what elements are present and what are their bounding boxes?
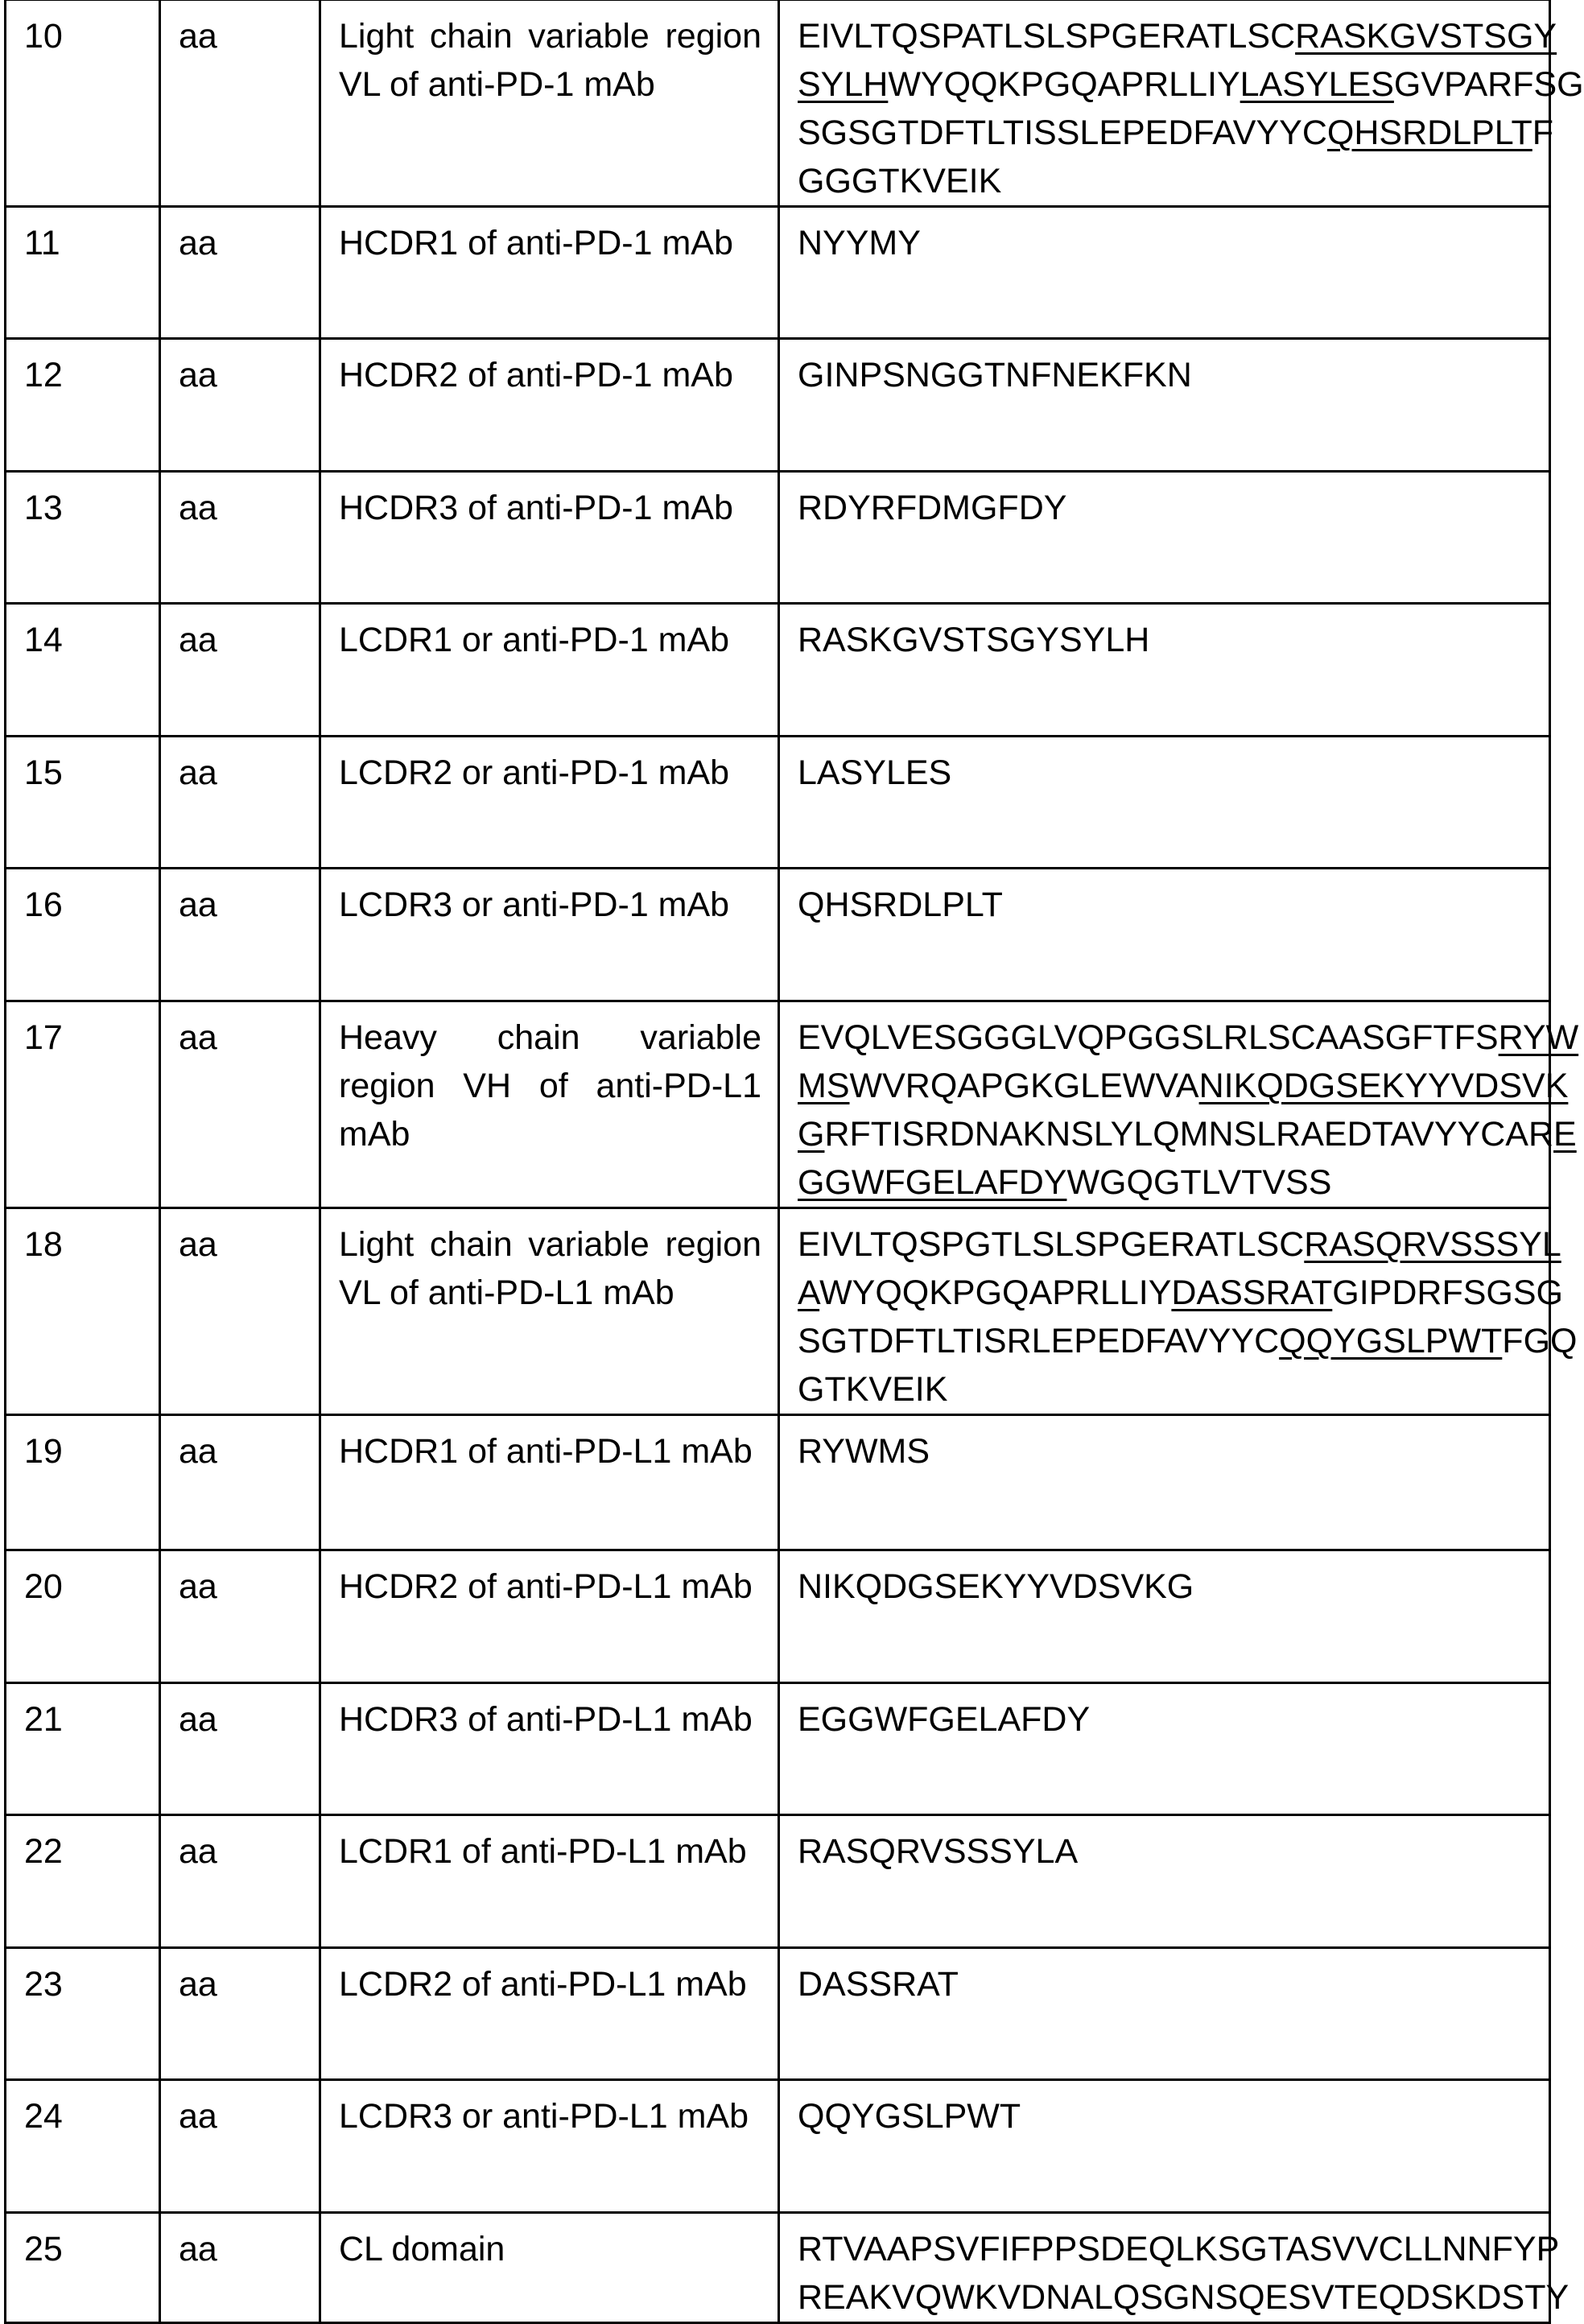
sequence-line (798, 1562, 1532, 1611)
sequence-line (798, 1695, 1532, 1744)
sequence-segment: NYYMY (798, 224, 921, 262)
description-cell: HCDR1 of anti-PD-L1 mAb (320, 1415, 779, 1550)
sequence-line (798, 219, 1532, 267)
description-cell: LCDR1 of anti-PD-L1 mAb (320, 1815, 779, 1948)
description-cell: HCDR3 of anti-PD-1 mAb (320, 472, 779, 604)
sequence-line (798, 2225, 1532, 2273)
sequence-cell (779, 2213, 1550, 2323)
description-cell: Light chain variable region VL of anti-PD-1 mAb (320, 0, 779, 207)
table-row (6, 339, 1550, 472)
sequence-segment: WYQQKPGQAPRLLIY (819, 1273, 1171, 1312)
sequence-cell (779, 1550, 1550, 1683)
description-cell: LCDR2 or anti-PD-1 mAb (320, 737, 779, 869)
sequence-segment: RDYRFDMGFDY (798, 489, 1066, 527)
sequence-cell (779, 339, 1550, 472)
description-cell: HCDR1 of anti-PD-1 mAb (320, 207, 779, 339)
sequence-line (798, 60, 1532, 109)
sequence-line (798, 1110, 1532, 1158)
sequence-segment: WYQQKPGQAPRLLIY (888, 65, 1240, 104)
cdr-underlined-segment: MS (798, 1067, 850, 1105)
table-row (6, 472, 1550, 604)
cdr-underlined-segment: RYW (1499, 1018, 1579, 1057)
sequence-cell (779, 1948, 1550, 2080)
seq-type-cell: aa (160, 1683, 320, 1815)
sequence-line (798, 484, 1532, 532)
seq-type-cell: aa (160, 1415, 320, 1550)
seq-id-cell: 18 (6, 1208, 160, 1415)
seq-type-cell: aa (160, 1550, 320, 1683)
sequence-segment: LASYLES (798, 753, 951, 792)
sequence-segment: QQYGSLPWT (798, 2097, 1021, 2136)
sequence-cell (779, 1001, 1550, 1208)
description-cell: HCDR2 of anti-PD-1 mAb (320, 339, 779, 472)
cdr-underlined-segment: DASSRAT (1171, 1273, 1332, 1312)
seq-id-cell: 21 (6, 1683, 160, 1815)
sequence-segment: SGTDFTLTISRLEPEDFAVYYC (798, 1322, 1279, 1360)
table-row (6, 1683, 1550, 1815)
sequence-line (798, 1220, 1532, 1269)
sequence-cell (779, 737, 1550, 869)
sequence-segment: RASQRVSSSYLA (798, 1832, 1078, 1871)
seq-id-cell: 17 (6, 1001, 160, 1208)
sequence-cell (779, 1683, 1550, 1815)
seq-type-cell: aa (160, 1815, 320, 1948)
sequence-segment: GIPDRFSGSG (1332, 1273, 1563, 1312)
table-row (6, 0, 1550, 207)
sequence-cell (779, 472, 1550, 604)
sequence-segment: F (1532, 114, 1553, 152)
seq-type-cell: aa (160, 1001, 320, 1208)
sequence-segment: FGQ (1502, 1322, 1577, 1360)
sequence-line (798, 351, 1532, 399)
sequence-segment: RYWMS (798, 1432, 930, 1471)
cdr-underlined-segment: RASKGVSTSGY (1295, 17, 1557, 56)
sequence-segment: NIKQDGSEKYYVDSVKG (798, 1567, 1194, 1606)
seq-id-cell: 14 (6, 604, 160, 737)
table-row (6, 1208, 1550, 1415)
table-row (6, 604, 1550, 737)
sequence-line (798, 1427, 1532, 1476)
table-row (6, 1550, 1550, 1683)
cdr-underlined-segment: E (1553, 1115, 1577, 1154)
seq-type-cell: aa (160, 2080, 320, 2213)
description-cell: HCDR2 of anti-PD-L1 mAb (320, 1550, 779, 1683)
sequence-line (798, 157, 1532, 205)
sequence-line (798, 1827, 1532, 1876)
seq-id-cell: 19 (6, 1415, 160, 1550)
seq-id-cell: 11 (6, 207, 160, 339)
sequence-cell (779, 1415, 1550, 1550)
seq-type-cell: aa (160, 1948, 320, 2080)
seq-id-cell: 10 (6, 0, 160, 207)
sequence-line (798, 881, 1532, 929)
sequence-line (798, 1269, 1532, 1317)
sequence-line (798, 109, 1532, 157)
seq-type-cell: aa (160, 2213, 320, 2323)
sequence-line (798, 1317, 1532, 1365)
cdr-underlined-segment: A (798, 1273, 819, 1312)
seq-type-cell: aa (160, 339, 320, 472)
seq-type-cell: aa (160, 207, 320, 339)
table-row (6, 2213, 1550, 2323)
sequence-line (798, 12, 1532, 60)
description-cell: LCDR1 or anti-PD-1 mAb (320, 604, 779, 737)
seq-id-cell: 12 (6, 339, 160, 472)
cdr-underlined-segment: LASYLES (1240, 65, 1394, 104)
sequence-segment: EIVLTQSPATLSLSPGERATLSC (798, 17, 1295, 56)
seq-id-cell: 23 (6, 1948, 160, 2080)
seq-type-cell: aa (160, 604, 320, 737)
sequence-segment: WVRQAPGKGLEWVA (850, 1067, 1199, 1105)
sequence-cell (779, 869, 1550, 1001)
sequence-cell (779, 0, 1550, 207)
sequence-line (798, 1158, 1532, 1207)
table-row (6, 1815, 1550, 1948)
sequence-line (798, 749, 1532, 797)
sequence-segment: DASSRAT (798, 1965, 959, 2004)
table-row (6, 737, 1550, 869)
sequence-segment: QHSRDLPLT (798, 885, 1003, 924)
sequence-segment: RTVAAPSVFIFPPSDEQLKSGTASVVCLLNNFYP (798, 2230, 1559, 2268)
cdr-underlined-segment: QHSRDLPLT (1327, 114, 1532, 152)
sequence-segment: RASKGVSTSGYSYLH (798, 621, 1149, 659)
sequence-line (798, 1013, 1532, 1062)
seq-id-cell: 25 (6, 2213, 160, 2323)
sequence-cell (779, 1815, 1550, 1948)
seq-type-cell: aa (160, 869, 320, 1001)
sequence-cell (779, 2080, 1550, 2213)
sequence-cell (779, 604, 1550, 737)
description-cell: LCDR3 or anti-PD-L1 mAb (320, 2080, 779, 2213)
sequence-segment: WGQGTLVTVSS (1066, 1163, 1331, 1202)
sequence-table (4, 0, 1551, 2324)
sequence-cell (779, 1208, 1550, 1415)
sequence-cell (779, 207, 1550, 339)
sequence-line (798, 1062, 1532, 1110)
seq-id-cell: 16 (6, 869, 160, 1001)
table-row (6, 1415, 1550, 1550)
seq-id-cell: 15 (6, 737, 160, 869)
sequence-line (798, 616, 1532, 664)
sequence-segment: GGGTKVEIK (798, 162, 1001, 200)
description-cell: Heavy chain variable region VH of anti-PD-L1 mAb (320, 1001, 779, 1208)
sequence-segment: EVQLVESGGGLVQPGGSLRLSCAASGFTFS (798, 1018, 1499, 1057)
seq-id-cell: 20 (6, 1550, 160, 1683)
table-row (6, 1001, 1550, 1208)
seq-id-cell: 24 (6, 2080, 160, 2213)
table-row (6, 2080, 1550, 2213)
description-cell: CL domain (320, 2213, 779, 2323)
seq-type-cell: aa (160, 1208, 320, 1415)
seq-id-cell: 22 (6, 1815, 160, 1948)
sequence-segment: GINPSNGGTNFNEKFKN (798, 356, 1192, 394)
sequence-segment: RFTISRDNAKNSLYLQMNSLRAEDTAVYYCAR (824, 1115, 1553, 1154)
sequence-segment: GVPARFSG (1394, 65, 1584, 104)
description-cell: Light chain variable region VL of anti-PD-L1 mAb (320, 1208, 779, 1415)
sequence-segment: GTKVEIK (798, 1370, 947, 1409)
table-row (6, 207, 1550, 339)
cdr-underlined-segment: QQYGSLPWT (1279, 1322, 1502, 1360)
cdr-underlined-segment: GGWFGELAFDY (798, 1163, 1066, 1202)
sequence-line (798, 1960, 1532, 2008)
seq-id-cell: 13 (6, 472, 160, 604)
description-cell: LCDR3 or anti-PD-1 mAb (320, 869, 779, 1001)
cdr-underlined-segment: SYLH (798, 65, 888, 104)
sequence-line (798, 1365, 1532, 1414)
seq-type-cell: aa (160, 737, 320, 869)
sequence-line (798, 2092, 1532, 2140)
cdr-underlined-segment: RASQRVSSSYL (1304, 1225, 1561, 1264)
table-row (6, 869, 1550, 1001)
sequence-segment: EGGWFGELAFDY (798, 1700, 1090, 1739)
cdr-underlined-segment: NIKQDGSEKYYVDSVK (1199, 1067, 1569, 1105)
sequence-segment: REAKVQWKVDNALQSGNSQESVTEQDSKDSTY (798, 2278, 1569, 2317)
sequence-line (798, 2273, 1532, 2322)
table-row (6, 1948, 1550, 2080)
description-cell: LCDR2 of anti-PD-L1 mAb (320, 1948, 779, 2080)
seq-type-cell: aa (160, 0, 320, 207)
cdr-underlined-segment: G (798, 1115, 824, 1154)
description-cell: HCDR3 of anti-PD-L1 mAb (320, 1683, 779, 1815)
sequence-segment: EIVLTQSPGTLSLSPGERATLSC (798, 1225, 1304, 1264)
sequence-segment: SGSGTDFTLTISSLEPEDFAVYYC (798, 114, 1327, 152)
seq-type-cell: aa (160, 472, 320, 604)
